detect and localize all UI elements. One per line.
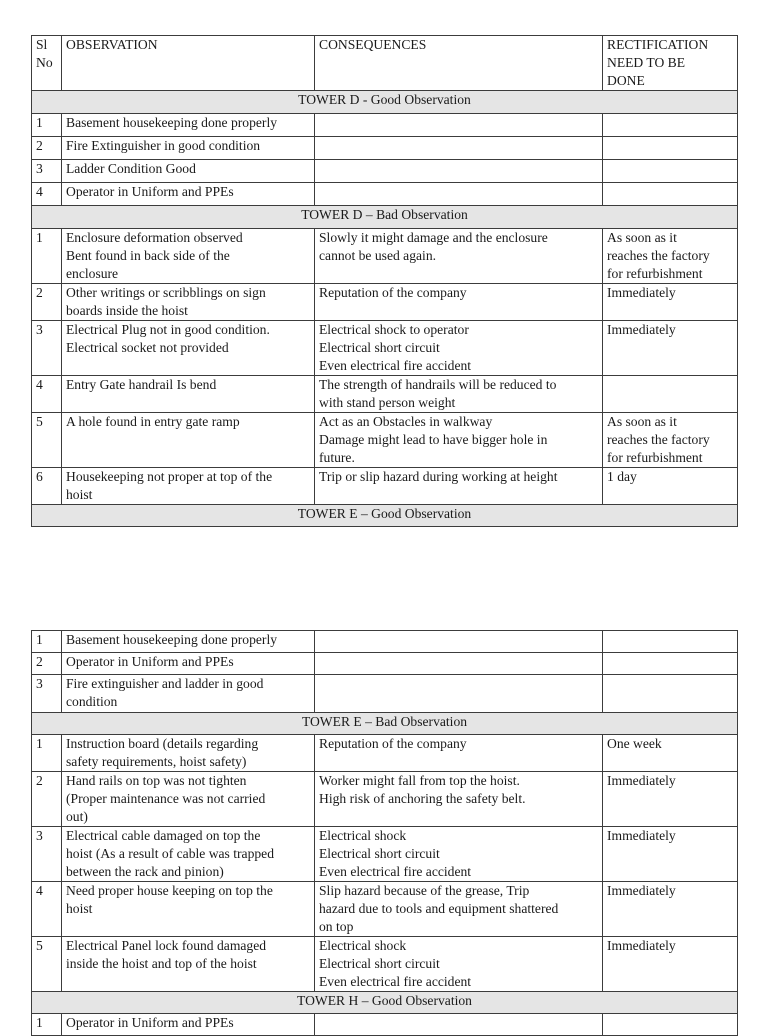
cell-sl: 1 [32,114,62,137]
cell-observation: Hand rails on top was not tighten (Proper maintenance was not carried out) [62,772,315,827]
table-row [32,937,738,992]
table-row [32,413,738,468]
cell-sl: 2 [32,772,62,827]
cell-observation: Entry Gate handrail Is bend [62,376,315,413]
cell-sl: 4 [32,183,62,206]
cell-consequences [315,1014,603,1036]
cell-sl: 1 [32,735,62,772]
cell-rectification: Immediately [603,827,738,882]
cell-consequences: Reputation of the company [315,735,603,772]
cell-sl: 1 [32,229,62,284]
cell-observation: Electrical Panel lock found damaged inside the hoist and top of the hoist [62,937,315,992]
table-row [32,827,738,882]
cell-sl: 5 [32,413,62,468]
table-row [32,376,738,413]
table-row [32,1014,738,1036]
cell-rectification: As soon as it reaches the factory for refurbishment [603,413,738,468]
cell-rectification [603,183,738,206]
cell-rectification [603,675,738,713]
header-row [32,36,738,91]
cell-observation: Instruction board (details regarding safety requirements, hoist safety) [62,735,315,772]
cell-sl: 1 [32,631,62,653]
cell-observation: Electrical cable damaged on top the hoist (As a result of cable was trapped between the rack and pinion) [62,827,315,882]
cell-sl: 6 [32,468,62,505]
cell-sl: 1 [32,1014,62,1036]
cell-observation: Need proper house keeping on top the hoist [62,882,315,937]
section-row [32,992,738,1014]
cell-sl: 3 [32,675,62,713]
table-row [32,631,738,653]
cell-observation: Ladder Condition Good [62,160,315,183]
section-tower-h-good: TOWER H – Good Observation [32,992,738,1014]
cell-consequences: The strength of handrails will be reduced to with stand person weight [315,376,603,413]
section-row [32,505,738,527]
cell-rectification [603,631,738,653]
cell-observation: Electrical Plug not in good condition. Electrical socket not provided [62,321,315,376]
cell-consequences [315,675,603,713]
cell-observation: A hole found in entry gate ramp [62,413,315,468]
cell-rectification [603,160,738,183]
cell-observation: Operator in Uniform and PPEs [62,183,315,206]
section-tower-e-good: TOWER E – Good Observation [32,505,738,527]
cell-consequences: Slowly it might damage and the enclosure cannot be used again. [315,229,603,284]
cell-consequences [315,183,603,206]
table-row [32,772,738,827]
cell-rectification: Immediately [603,772,738,827]
cell-consequences: Electrical shock Electrical short circuit Even electrical fire accident [315,827,603,882]
cell-observation: Housekeeping not proper at top of the hoist [62,468,315,505]
table-row [32,183,738,206]
cell-consequences: Reputation of the company [315,284,603,321]
cell-rectification [603,1014,738,1036]
observation-table-tower-e [31,630,738,1036]
table-row [32,653,738,675]
cell-consequences: Electrical shock to operator Electrical short circuit Even electrical fire accident [315,321,603,376]
cell-sl: 4 [32,882,62,937]
cell-observation: Fire extinguisher and ladder in good condition [62,675,315,713]
cell-rectification: Immediately [603,882,738,937]
header-sl: Sl No [32,36,62,91]
cell-rectification: Immediately [603,284,738,321]
cell-consequences [315,160,603,183]
table-row [32,284,738,321]
section-tower-d-good: TOWER D - Good Observation [32,91,738,114]
cell-consequences: Act as an Obstacles in walkway Damage might lead to have bigger hole in future. [315,413,603,468]
cell-rectification: Immediately [603,321,738,376]
cell-rectification: One week [603,735,738,772]
section-row [32,713,738,735]
header-observation: OBSERVATION [62,36,315,91]
table-row [32,882,738,937]
cell-observation: Fire Extinguisher in good condition [62,137,315,160]
header-consequences: CONSEQUENCES [315,36,603,91]
cell-rectification: Immediately [603,937,738,992]
cell-consequences: Slip hazard because of the grease, Trip hazard due to tools and equipment shattered on top [315,882,603,937]
section-row [32,91,738,114]
cell-observation: Enclosure deformation observed Bent found in back side of the enclosure [62,229,315,284]
cell-observation: Basement housekeeping done properly [62,114,315,137]
table-row [32,229,738,284]
cell-sl: 5 [32,937,62,992]
cell-observation: Other writings or scribblings on sign boards inside the hoist [62,284,315,321]
observation-table-tower-d [31,35,738,527]
section-tower-e-bad: TOWER E – Bad Observation [32,713,738,735]
cell-sl: 3 [32,827,62,882]
table-row [32,468,738,505]
table-row [32,137,738,160]
table-row [32,735,738,772]
cell-observation: Operator in Uniform and PPEs [62,653,315,675]
cell-consequences: Trip or slip hazard during working at height [315,468,603,505]
cell-consequences: Electrical shock Electrical short circuit Even electrical fire accident [315,937,603,992]
cell-observation: Basement housekeeping done properly [62,631,315,653]
cell-sl: 2 [32,284,62,321]
cell-consequences [315,137,603,160]
section-row [32,206,738,229]
cell-consequences [315,631,603,653]
table-row [32,160,738,183]
section-tower-d-bad: TOWER D – Bad Observation [32,206,738,229]
cell-consequences [315,114,603,137]
cell-rectification [603,114,738,137]
cell-consequences: Worker might fall from top the hoist. High risk of anchoring the safety belt. [315,772,603,827]
table-row [32,675,738,713]
cell-sl: 4 [32,376,62,413]
table-row [32,321,738,376]
header-rectification: RECTIFICATION NEED TO BE DONE [603,36,738,91]
cell-sl: 2 [32,137,62,160]
cell-rectification [603,653,738,675]
cell-rectification: 1 day [603,468,738,505]
table-row [32,114,738,137]
cell-rectification: As soon as it reaches the factory for refurbishment [603,229,738,284]
cell-observation: Operator in Uniform and PPEs [62,1014,315,1036]
cell-sl: 3 [32,321,62,376]
cell-rectification [603,137,738,160]
cell-rectification [603,376,738,413]
cell-consequences [315,653,603,675]
cell-sl: 2 [32,653,62,675]
cell-sl: 3 [32,160,62,183]
